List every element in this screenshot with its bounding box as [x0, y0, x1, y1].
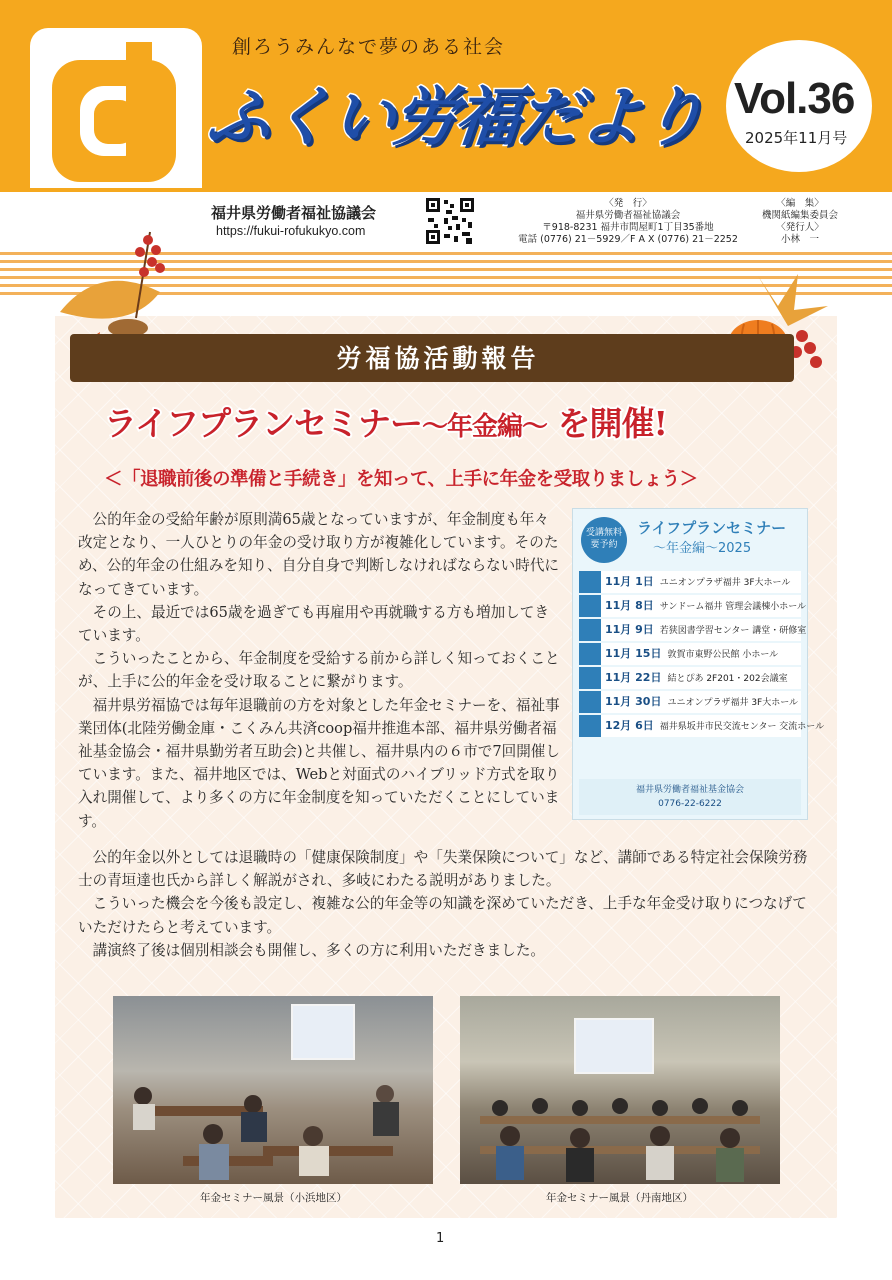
page-number: 1: [436, 1231, 445, 1246]
publisher-name: 福井県労働者福祉協議会: [575, 210, 681, 221]
paragraph: こういった機会を今後も設定し、複雑な公的年金等の知識を深めていただき、上手な年金受け取りにつなげていただけたらと考えています。: [78, 895, 807, 936]
headline-part-2: ～年金編～: [422, 412, 548, 442]
photo-caption-right: 年金セミナー風景（丹南地区）: [546, 1192, 693, 1204]
website-link[interactable]: https://fukui-rofukukyo.com: [216, 224, 366, 238]
seminar-flyer-image: [572, 508, 825, 820]
headline-part-3: を開催!: [547, 404, 668, 443]
flyer-schedule-row: 11月 30日 ユニオンプラザ福井 3F大ホール: [579, 691, 801, 713]
flyer-schedule-row: 12月 6日 福井県坂井市民交流センター 交流ホール: [579, 715, 801, 737]
seminar-photo-obama: [113, 996, 433, 1184]
flyer-schedule-row: 11月 15日 敦賀市東野公民館 小ホール: [579, 643, 801, 665]
publisher-phone: 電話 (0776) 21－5929／F A X (0776) 21－2252: [518, 234, 738, 245]
newsletter-title: ふくい労福だより: [203, 81, 708, 155]
seminar-photo-tannan: [460, 996, 780, 1184]
issuer-label: 〈発行人〉: [776, 222, 824, 233]
article-body-narrow: [78, 508, 560, 833]
tagline: 創ろうみんなで夢のある社会: [232, 36, 506, 58]
flyer-footer-org: 福井県労働者福祉基金協会: [635, 785, 744, 795]
flyer-title: ライフプランセミナー: [637, 519, 787, 537]
issue-date: 2025年11月号: [745, 129, 848, 147]
flyer-schedule: [579, 571, 825, 739]
flyer-badge: 受講無料 要予約: [581, 517, 627, 563]
flyer-schedule-row: 11月 8日 サンドーム福井 管理会議棟小ホール: [579, 595, 801, 617]
paragraph: その上、最近では65歳を過ぎても再雇用や再就職する方も増加してきています。: [78, 603, 549, 645]
article-body-wide: [78, 846, 808, 962]
photo-caption-left: 年金セミナー風景（小浜地区）: [200, 1192, 347, 1204]
paragraph: 福井県労福協では毎年退職前の方を対象とした年金セミナーを、福祉事業団体(北陸労働金庫・こくみん共済coop福井推進本部、福井県労働者福祉基金協会・福井県勤労者互助会)と共催し、福井県内の６市で7回開催しています。また、福井地区では、Webと対面式のハイブリッド方式を取り入れ開催して、より多くの方に年金制度を知っていただくことにしています。: [78, 696, 560, 830]
flyer-schedule-row: 11月 9日 若狭図書学習センター 講堂・研修室: [579, 619, 801, 641]
qr-code-icon[interactable]: [424, 196, 476, 246]
flyer-schedule-row: 11月 1日 ユニオンプラザ福井 3F大ホール: [579, 571, 801, 593]
publisher-address: 〒918-8231 福井市問屋町1丁目35番地: [542, 222, 714, 233]
headline-part-1: ライフプランセミナー: [104, 404, 423, 443]
article-subheadline: ＜「退職前後の準備と手続き」を知って、上手に年金を受取りましょう＞: [104, 469, 698, 490]
flyer-subtitle: ～年金編～2025: [653, 541, 752, 556]
publisher-label: 〈発 行〉: [604, 198, 652, 209]
audience-icon: [460, 996, 780, 1184]
organization-name: 福井県労働者福祉協議会: [211, 204, 377, 222]
logo: [30, 28, 202, 188]
flyer-footer: [579, 779, 801, 815]
editor-info: [752, 198, 848, 246]
section-title: 労福協活動報告: [336, 344, 540, 373]
paragraph: 講演終了後は個別相談会も開催し、多くの方に利用いただきました。: [92, 941, 546, 959]
paragraph: こういったことから、年金制度を受給する前から詳しく知っておくことが、上手に公的年金を受け取ることに繋がります。: [78, 650, 560, 691]
editor-label: 〈編 集〉: [776, 198, 824, 209]
audience-icon: [113, 996, 433, 1184]
editor-name: 機関紙編集委員会: [761, 210, 838, 221]
publisher-info: [512, 198, 744, 246]
flyer-schedule-row: 11月 22日 結とぴあ 2F201・202会議室: [579, 667, 801, 689]
logo-mark-icon: [30, 28, 202, 188]
issuer-name: 小林 一: [780, 234, 819, 245]
volume-number: Vol.36: [734, 74, 855, 123]
flyer-footer-phone: 0776-22-6222: [658, 799, 722, 809]
paragraph: 公的年金以外としては退職時の「健康保険制度」や「失業保険について」など、講師である特定社会保険労務士の青垣達也氏から詳しく解説がされ、多岐にわたる説明がありました。: [78, 849, 808, 890]
article-headline: [104, 398, 667, 445]
paragraph: 公的年金の受給年齢が原則満65歳となっていますが、年金制度も年々改定となり、一人ひとりの年金の受け取り方が複雑化しています。そのため、公的年金の仕組みを知り、自分自身で判断しなければならない時代になってきています。: [78, 511, 560, 598]
